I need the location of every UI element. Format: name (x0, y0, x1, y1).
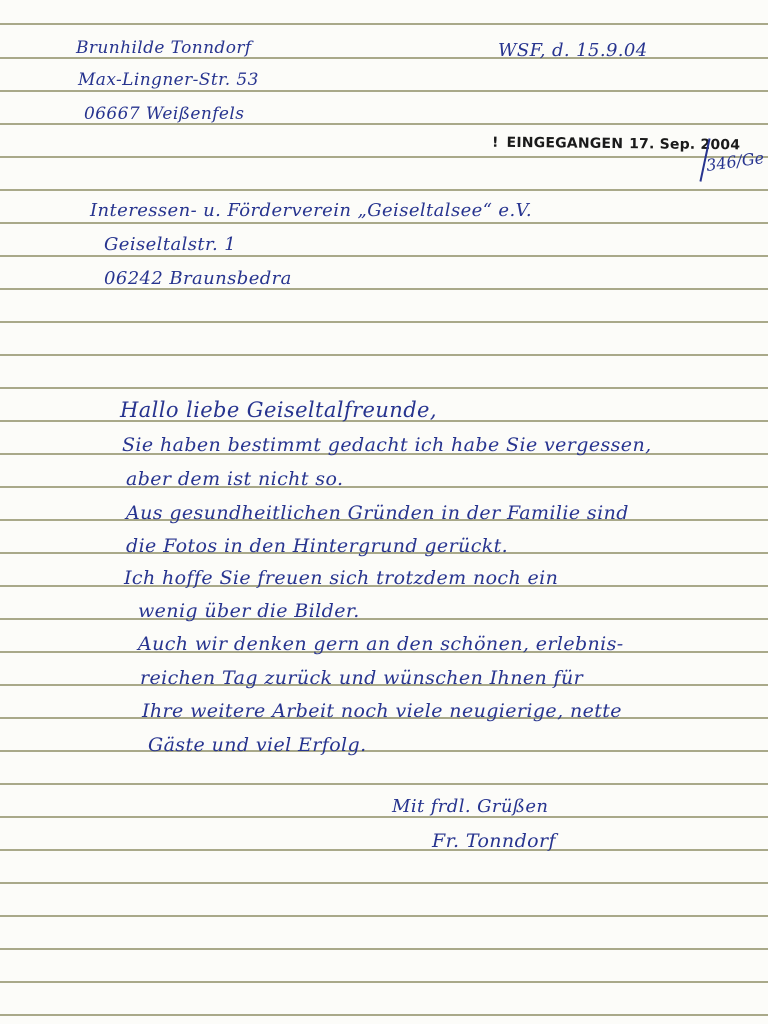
sender-name: Brunhilde Tonndorf (76, 38, 252, 58)
body-line: Ich hoffe Sie freuen sich trotzdem noch ein (124, 567, 559, 589)
body-line: aber dem ist nicht so. (126, 468, 344, 490)
body-line: Hallo liebe Geiseltalfreunde, (120, 398, 437, 422)
body-line: wenig über die Bilder. (138, 600, 360, 622)
stamp-text: EINGEGANGEN (506, 134, 624, 153)
stamp-note: 346/Ge (704, 148, 766, 175)
signature: Fr. Tonndorf (432, 830, 556, 852)
body-line: Ihre weitere Arbeit noch viele neugierige, nette (142, 700, 622, 722)
recipient-org: Interessen- u. Förderverein „Geiseltalsee“ e.V. (90, 200, 532, 221)
body-line: die Fotos in den Hintergrund gerückt. (126, 535, 509, 557)
body-line: reichen Tag zurück und wünschen Ihnen für (140, 667, 584, 689)
sender-city: 06667 Weißenfels (84, 104, 245, 124)
recipient-street: Geiseltalstr. 1 (104, 234, 237, 255)
closing-greeting: Mit frdl. Grüßen (392, 796, 549, 817)
stamp-date: 17. Sep. 2004 (629, 136, 741, 154)
letter-date: WSF, d. 15.9.04 (498, 40, 648, 61)
stamp-mark: ! (491, 134, 499, 151)
body-line: Gäste und viel Erfolg. (148, 734, 367, 756)
received-stamp (492, 135, 740, 154)
recipient-city: 06242 Braunsbedra (104, 268, 292, 289)
body-line: Auch wir denken gern an den schönen, erlebnis- (138, 633, 624, 655)
sender-street: Max-Lingner-Str. 53 (78, 70, 259, 90)
body-line: Sie haben bestimmt gedacht ich habe Sie vergessen, (122, 434, 652, 456)
body-line: Aus gesundheitlichen Gründen in der Familie sind (126, 502, 629, 524)
